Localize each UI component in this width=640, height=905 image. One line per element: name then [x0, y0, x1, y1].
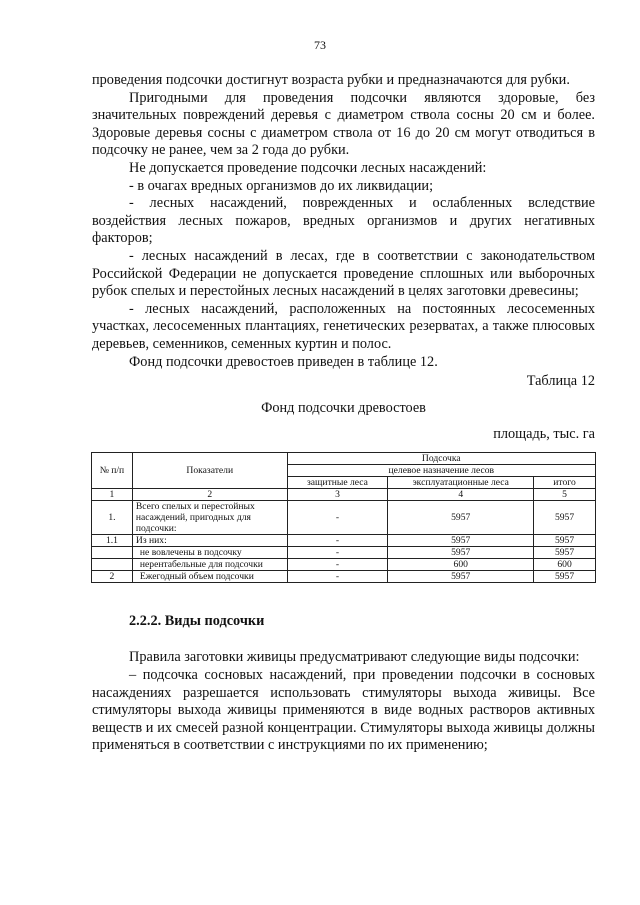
header-podsochka: Подсочка — [287, 452, 595, 464]
row-num — [92, 558, 133, 570]
row-exploitation: 5957 — [388, 570, 534, 582]
paragraph-p6: - лесных насаждений в лесах, где в соответствии с законодательством Российской Федерации не допускается проведение сплошных или выборочных рубок спелых и перестойных лесных насаждений в целях заготовки древесины; — [92, 247, 595, 300]
page-number: 73 — [314, 38, 326, 52]
row-exploitation: 5957 — [388, 500, 534, 534]
header-indicators: Показатели — [132, 452, 287, 488]
row-protective: - — [287, 534, 388, 546]
col-number: 2 — [132, 488, 287, 500]
table-row — [92, 546, 596, 558]
row-protective: - — [287, 570, 388, 582]
row-total: 5957 — [534, 500, 596, 534]
row-exploitation: 600 — [388, 558, 534, 570]
row-total: 5957 — [534, 534, 596, 546]
row-total: 5957 — [534, 546, 596, 558]
table-row — [92, 558, 596, 570]
table-row — [92, 570, 596, 582]
document-body — [92, 72, 595, 755]
paragraph-p5: - лесных насаждений, поврежденных и ослабленных вследствие воздействия лесных пожаров, вредных организмов и других негативных факторов; — [92, 195, 595, 247]
row-protective: - — [287, 558, 388, 570]
row-total: 5957 — [534, 570, 596, 582]
col-number: 5 — [534, 488, 596, 500]
row-protective: - — [287, 500, 388, 534]
paragraphs-bottom — [92, 649, 595, 755]
table-body — [92, 500, 596, 582]
paragraph-p4: - в очагах вредных организмов до их ликвидации; — [129, 177, 434, 194]
table-row — [92, 534, 596, 546]
header-exploitation: эксплуатационные леса — [388, 476, 534, 488]
row-num — [92, 546, 133, 558]
col-number: 3 — [287, 488, 388, 500]
table-title: Фонд подсочки древостоев — [261, 399, 426, 416]
paragraphs-top — [92, 72, 595, 371]
paragraph-p2: Пригодными для проведения подсочки являются здоровые, без значительных повреждений деревья с диаметром ствола сосны 20 см и более. Здоровые деревья сосны с диаметром ствола от 16 до 20 см могут отводиться в подсочку не ранее, чем за 2 года до рубки. — [92, 89, 595, 159]
row-indicator: Ежегодный объем подсочки — [132, 570, 287, 582]
paragraph-p1: проведения подсочки достигнут возраста рубки и предназначаются для рубки. — [92, 72, 570, 88]
row-exploitation: 5957 — [388, 534, 534, 546]
forest-tapping-table — [91, 452, 596, 583]
table-label: Таблица 12 — [526, 373, 595, 390]
row-exploitation: 5957 — [388, 546, 534, 558]
row-num: 1.1 — [92, 534, 133, 546]
paragraph-p10: – подсочка сосновых насаждений, при проведении подсочки в сосновых насаждениях разрешается использовать стимуляторы выхода живицы. Все стимуляторы выхода живицы применяются в виде водных растворов активных веществ и их смесей разной концентрации. Стимуляторы выхода живицы должны применяться в соответствии с инструкциями по их применению; — [92, 667, 595, 754]
row-indicator: Из них: — [132, 534, 287, 546]
paragraph-p7: - лесных насаждений, расположенных на постоянных лесосеменных участках, лесосеменных плантациях, генетических резерватах, а также плюсовых деревьев, семенников, семенных куртин и полос. — [92, 300, 595, 352]
table-units: площадь, тыс. га — [493, 426, 595, 443]
row-total: 600 — [534, 558, 596, 570]
paragraph-p8: Фонд подсочки древостоев приведен в таблице 12. — [129, 353, 438, 370]
row-num: 1. — [92, 500, 133, 534]
header-purpose: целевое назначение лесов — [287, 464, 595, 476]
row-indicator: не вовлечены в подсочку — [132, 546, 287, 558]
section-heading: 2.2.2. Виды подсочки — [129, 612, 265, 629]
header-num: № п/п — [92, 452, 133, 488]
col-number: 4 — [388, 488, 534, 500]
row-indicator: Всего спелых и перестойных насаждений, пригодных для подсочки: — [132, 500, 287, 534]
paragraph-p9: Правила заготовки живицы предусматривают следующие виды подсочки: — [129, 649, 580, 666]
row-indicator: нерентабельные для подсочки — [132, 558, 287, 570]
row-num: 2 — [92, 570, 133, 582]
header-total: итого — [534, 476, 596, 488]
table-row — [92, 500, 596, 534]
col-number: 1 — [92, 488, 133, 500]
paragraph-p3: Не допускается проведение подсочки лесных насаждений: — [129, 159, 487, 176]
row-protective: - — [287, 546, 388, 558]
header-protective: защитные леса — [287, 476, 388, 488]
